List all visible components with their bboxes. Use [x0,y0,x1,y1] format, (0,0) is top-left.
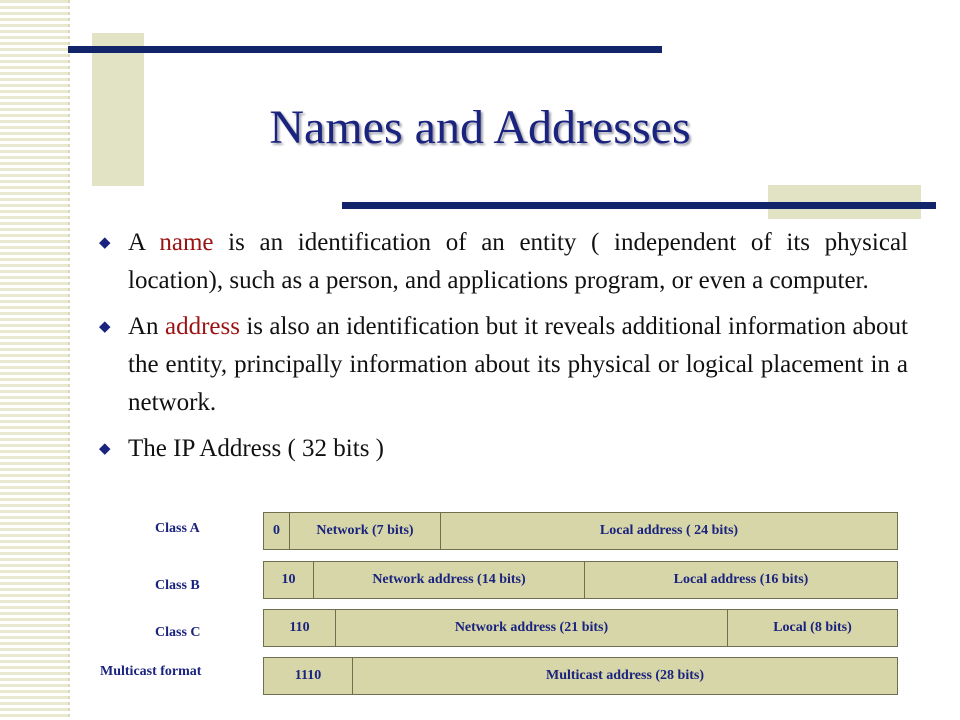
bullet-item-name [94,224,908,300]
bullet3-text: The IP Address ( 32 bits ) [128,435,384,462]
multicast-row [263,657,898,695]
class-a-prefix: 0 [264,513,290,549]
bullet1-pre: A [128,229,160,256]
bullet-item-address [94,308,908,422]
class-c-local: Local (8 bits) [728,610,897,646]
slide-title: Names and Addresses [269,101,691,154]
diamond-bullet-icon: ◆ [99,319,111,335]
class-c-prefix: 110 [264,610,336,646]
bullet1-post: is an identification of an entity ( independent of its physical location), such as a person, and applications program, or even a computer. [128,229,908,294]
title-rule-bottom [342,202,936,209]
multicast-prefix: 1110 [264,658,353,694]
class-a-local: Local address ( 24 bits) [441,513,897,549]
bullet-item-ip [94,430,908,468]
class-b-local: Local address (16 bits) [585,562,897,598]
class-a-row [263,512,898,550]
class-b-prefix: 10 [264,562,314,598]
bullet-list [94,224,908,476]
bullet1-term: name [159,229,214,256]
diamond-bullet-icon: ◆ [99,235,111,251]
bullet2-pre: An [128,313,165,340]
class-label-a: Class A [155,521,200,536]
class-b-network: Network address (14 bits) [314,562,585,598]
bullet2-post: is also an identification but it reveals additional information about the entity, principally information about its physical or logical placement in a network. [128,313,908,416]
class-c-network: Network address (21 bits) [336,610,728,646]
multicast-address: Multicast address (28 bits) [353,658,897,694]
class-label-b: Class B [155,578,200,593]
class-label-c: Class C [155,625,201,640]
class-c-row [263,609,898,647]
class-label-multicast: Multicast format [100,664,202,679]
title-rule-top [68,46,662,53]
class-b-row [263,561,898,599]
bullet2-term: address [164,313,240,340]
class-a-network: Network (7 bits) [290,513,441,549]
diamond-bullet-icon: ◆ [99,441,111,457]
